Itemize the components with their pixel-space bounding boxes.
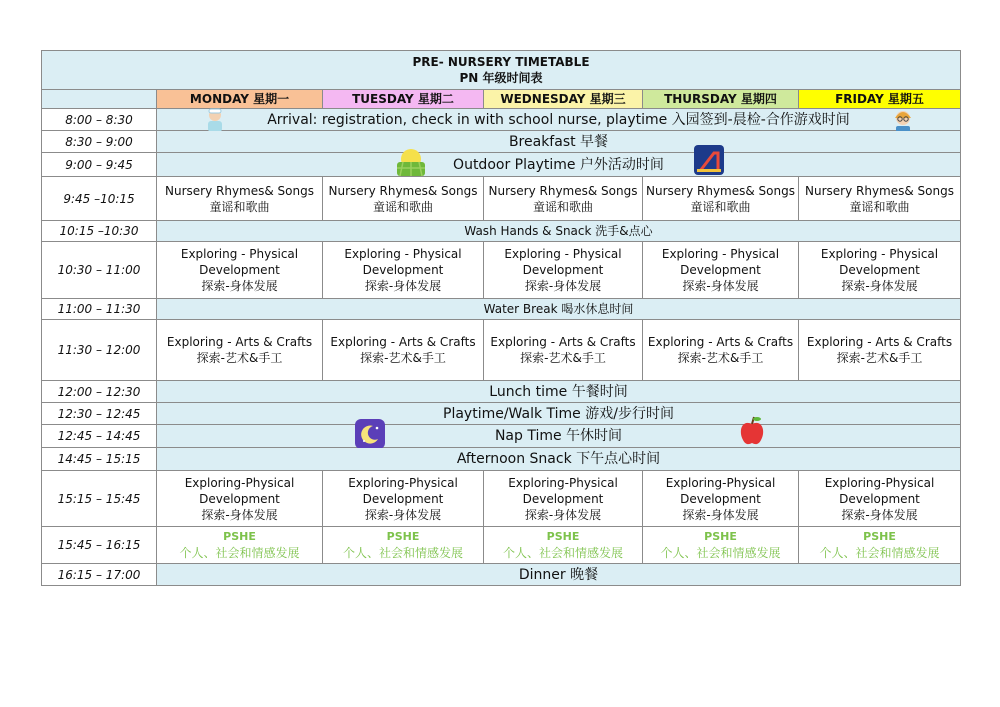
timetable: [41, 50, 961, 586]
lesson-cell: Exploring - Physical Development 探索-身体发展: [157, 242, 323, 299]
table-row: [42, 242, 961, 299]
table-row: [42, 153, 961, 177]
lesson-cell: Exploring - Arts & Crafts 探索-艺术&手工: [323, 320, 484, 381]
activity-nap: [157, 425, 961, 448]
activity-arrival: [157, 109, 961, 131]
table-row: [42, 299, 961, 320]
timetable-title: [42, 51, 961, 90]
lesson-cell: Exploring - Physical Development 探索-身体发展: [643, 242, 799, 299]
apple-icon: [737, 415, 767, 447]
lesson-cell: PSHE 个人、社会和情感发展: [799, 527, 961, 564]
nurse-icon: [202, 106, 228, 132]
time-slot: 11:30 – 12:00: [42, 320, 157, 381]
activity-breakfast: Breakfast 早餐: [157, 131, 961, 153]
lesson-cell: Exploring-Physical Development 探索-身体发展: [643, 471, 799, 527]
lesson-cell: Exploring-Physical Development 探索-身体发展: [799, 471, 961, 527]
activity-wash-hands: Wash Hands & Snack 洗手&点心: [157, 221, 961, 242]
time-slot: 11:00 – 11:30: [42, 299, 157, 320]
time-slot: 15:45 – 16:15: [42, 527, 157, 564]
table-row: [42, 425, 961, 448]
slide-icon: [694, 145, 724, 175]
lesson-cell: Exploring - Physical Development 探索-身体发展: [323, 242, 484, 299]
activity-label: Outdoor Playtime 户外活动时间: [453, 156, 664, 173]
day-header-tuesday: TUESDAY 星期二: [323, 90, 484, 109]
time-slot: 15:15 – 15:45: [42, 471, 157, 527]
time-slot: 8:30 – 9:00: [42, 131, 157, 153]
activity-label: Nap Time 午休时间: [494, 428, 623, 444]
table-row: [42, 527, 961, 564]
field-icon: [395, 146, 427, 178]
activity-playtime-walk: Playtime/Walk Time 游戏/步行时间: [157, 403, 961, 425]
activity-dinner: Dinner 晚餐: [157, 564, 961, 586]
day-header-monday: MONDAY 星期一: [157, 90, 323, 109]
lesson-cell: Exploring - Arts & Crafts 探索-艺术&手工: [484, 320, 643, 381]
lesson-cell: Nursery Rhymes& Songs 童谣和歌曲: [643, 177, 799, 221]
lesson-cell: Exploring - Physical Development 探索-身体发展: [484, 242, 643, 299]
table-row: [42, 471, 961, 527]
lesson-cell: PSHE 个人、社会和情感发展: [157, 527, 323, 564]
day-header-wednesday: WEDNESDAY 星期三: [484, 90, 643, 109]
title-line-1: PRE- NURSERY TIMETABLE: [412, 55, 590, 69]
time-slot: 10:15 –10:30: [42, 221, 157, 242]
lesson-cell: PSHE 个人、社会和情感发展: [323, 527, 484, 564]
lesson-cell: Exploring - Arts & Crafts 探索-艺术&手工: [157, 320, 323, 381]
table-row: [42, 448, 961, 471]
day-header-row: [42, 90, 961, 109]
time-slot: 14:45 – 15:15: [42, 448, 157, 471]
activity-afternoon-snack: Afternoon Snack 下午点心时间: [157, 448, 961, 471]
activity-label: Arrival: registration, check in with school nurse, playtime 入园签到-晨检-合作游戏时间: [267, 111, 850, 128]
table-row: [42, 403, 961, 425]
lesson-cell: Exploring - Physical Development 探索-身体发展: [799, 242, 961, 299]
lesson-cell: PSHE 个人、社会和情感发展: [643, 527, 799, 564]
time-slot: 16:15 – 17:00: [42, 564, 157, 586]
title-line-2: PN 年级时间表: [459, 71, 543, 85]
table-row: [42, 320, 961, 381]
activity-water-break: Water Break 喝水休息时间: [157, 299, 961, 320]
day-header-friday: FRIDAY 星期五: [799, 90, 961, 109]
time-slot: 12:30 – 12:45: [42, 403, 157, 425]
lesson-cell: Nursery Rhymes& Songs 童谣和歌曲: [323, 177, 484, 221]
lesson-cell: Exploring-Physical Development 探索-身体发展: [484, 471, 643, 527]
lesson-cell: Nursery Rhymes& Songs 童谣和歌曲: [799, 177, 961, 221]
table-row: [42, 131, 961, 153]
activity-lunch: Lunch time 午餐时间: [157, 381, 961, 403]
table-row: [42, 109, 961, 131]
lesson-cell: Exploring-Physical Development 探索-身体发展: [323, 471, 484, 527]
moon-icon: [355, 419, 385, 449]
lesson-cell: Exploring-Physical Development 探索-身体发展: [157, 471, 323, 527]
lesson-cell: Exploring - Arts & Crafts 探索-艺术&手工: [799, 320, 961, 381]
table-row: [42, 564, 961, 586]
table-row: [42, 221, 961, 242]
time-slot: 9:45 –10:15: [42, 177, 157, 221]
time-slot: 9:00 – 9:45: [42, 153, 157, 177]
time-slot: 10:30 – 11:00: [42, 242, 157, 299]
lesson-cell: Nursery Rhymes& Songs 童谣和歌曲: [484, 177, 643, 221]
table-row: [42, 381, 961, 403]
time-slot: 8:00 – 8:30: [42, 109, 157, 131]
day-header-thursday: THURSDAY 星期四: [643, 90, 799, 109]
time-slot: 12:45 – 14:45: [42, 425, 157, 448]
activity-outdoor-playtime: [157, 153, 961, 177]
teacher-icon: [890, 107, 916, 133]
time-header-blank: [42, 90, 157, 109]
table-row: [42, 177, 961, 221]
lesson-cell: Nursery Rhymes& Songs 童谣和歌曲: [157, 177, 323, 221]
lesson-cell: PSHE 个人、社会和情感发展: [484, 527, 643, 564]
lesson-cell: Exploring - Arts & Crafts 探索-艺术&手工: [643, 320, 799, 381]
time-slot: 12:00 – 12:30: [42, 381, 157, 403]
